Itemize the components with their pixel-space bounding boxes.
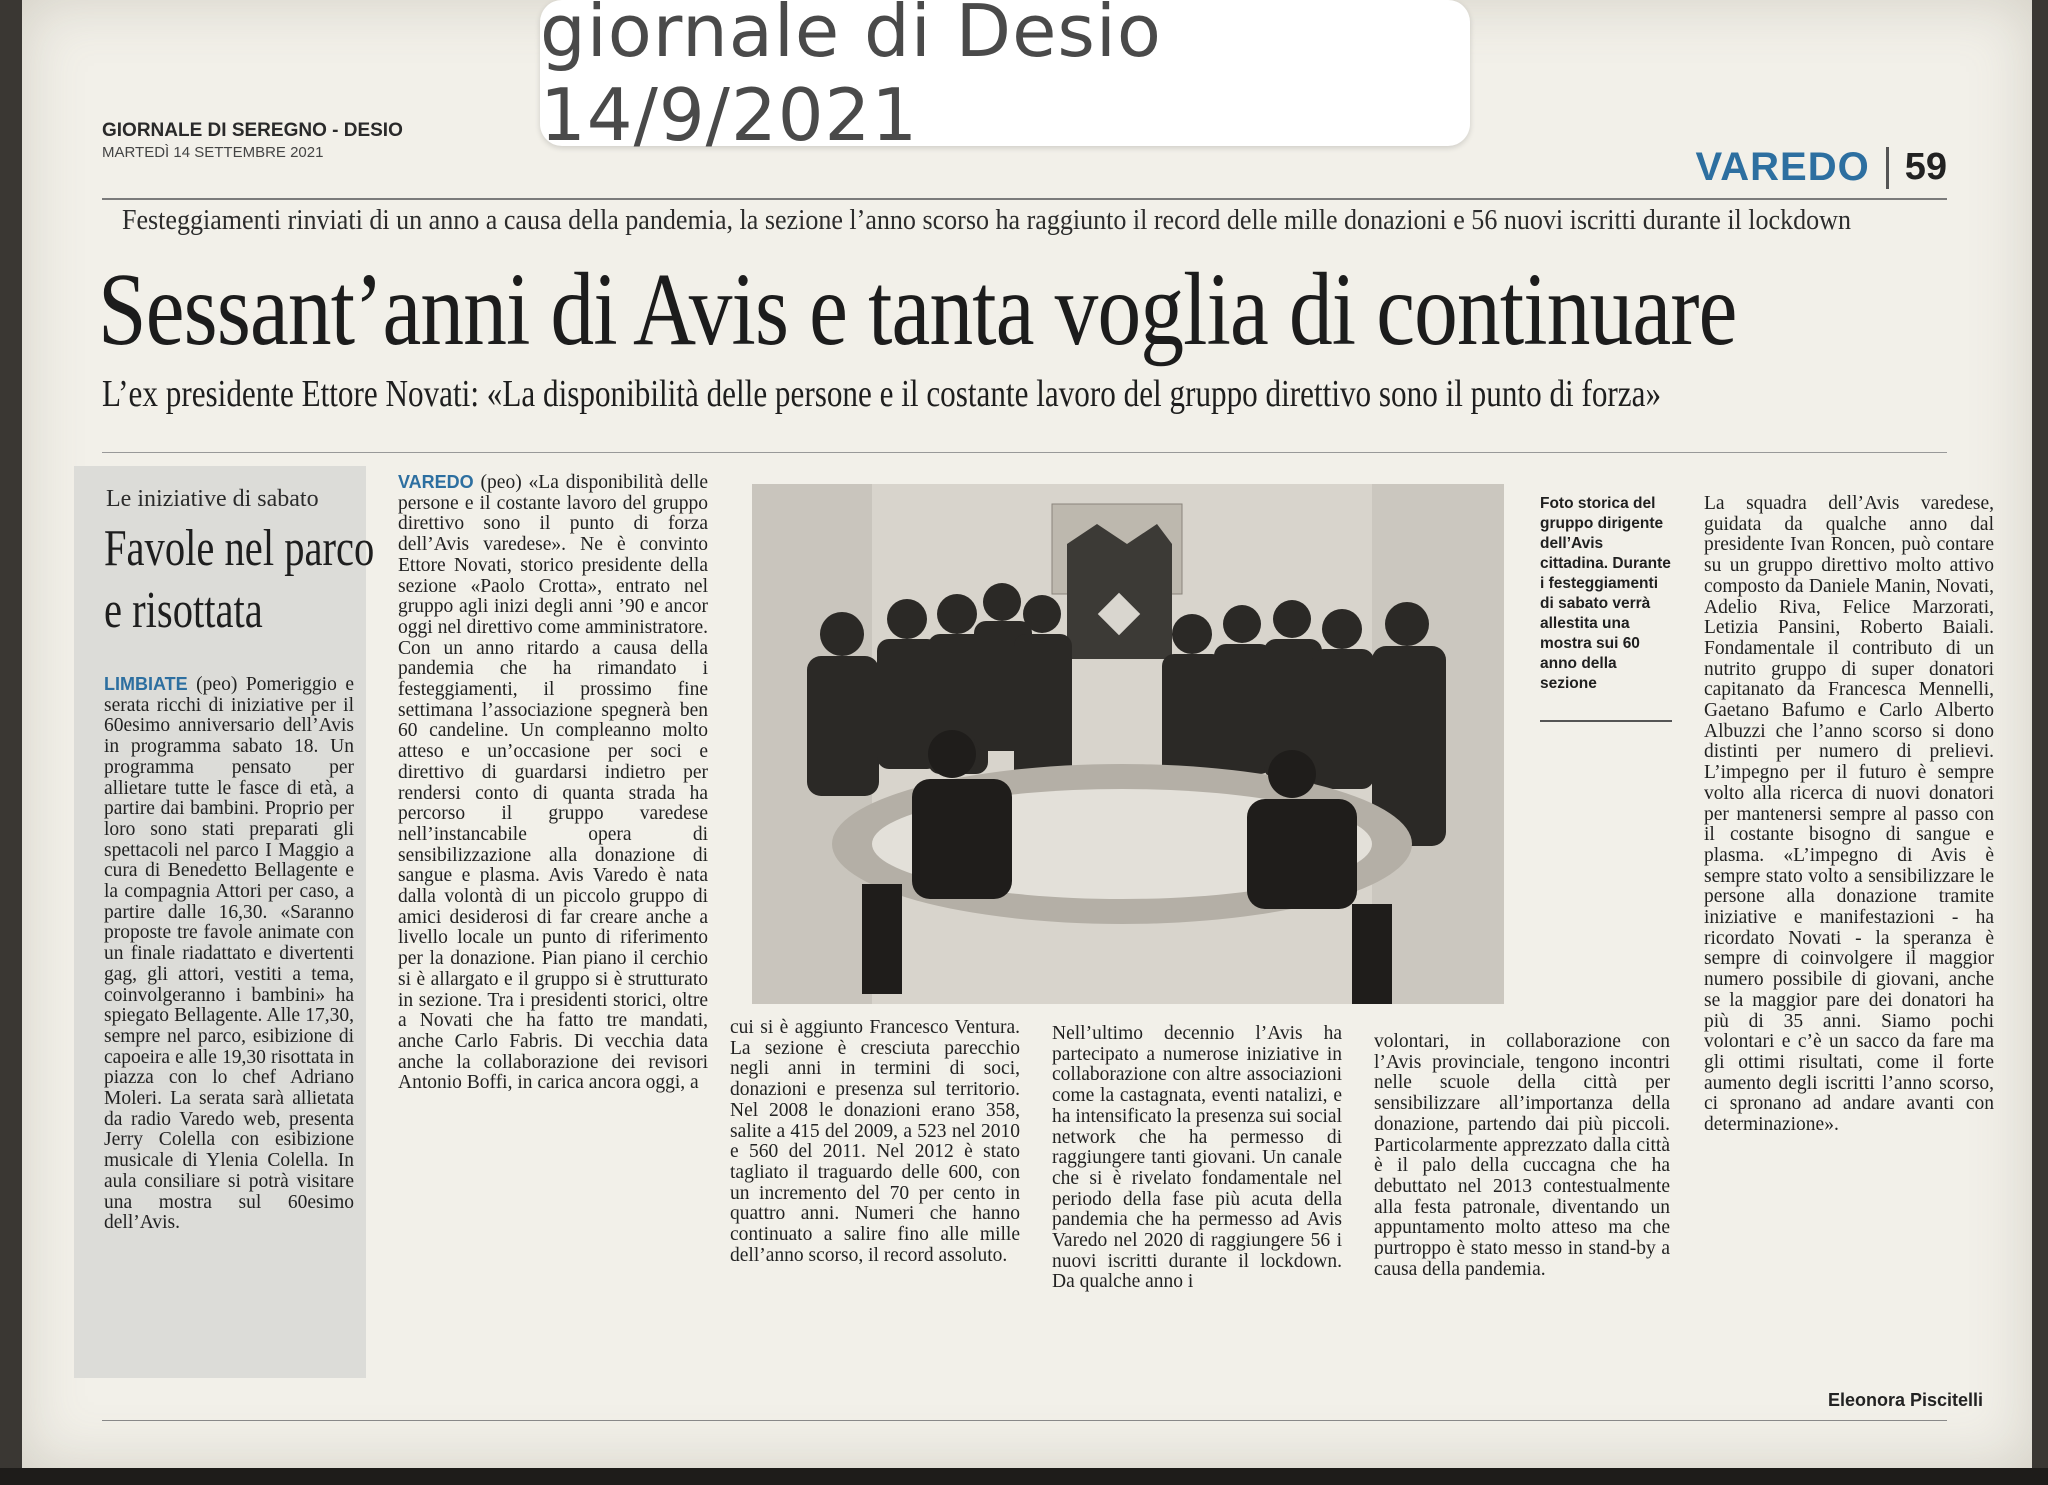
sidebar-text: (peo) Pomeriggio e serata ricchi di iniziative per il 60esimo anniversario dell’Avis in programma sabato 18. Un programma pensato per allietare tutte le fasce di età, a partire dai bambini. Proprio per loro sono stati preparati gli spettacoli nel parco I Maggio a cura di Benedetto Bellagente e la compagnia Attori per caso, a partire dalle 16,30. «Saranno proposte tre favole animate con un finale riadattato e divertenti gag, gli attori, vestiti a tema, coinvolgeranno i bambini» ha spiegato Bellagente. Alle 17,30, sempre nel parco, esibizione di capoeira e alle 19,30 risottata in piazza con lo chef Adriano Moleri. La serata sarà allietata da radio Varedo web, presenta Jerry Colella con esibizione musicale di Ylenia Colella. In aula consiliare si potrà visitare una mostra sul 60esimo dell’Avis. bbox=[104, 674, 354, 1234]
section-town: VAREDO bbox=[1695, 145, 1870, 189]
caption-overlay: giornale di Desio 14/9/2021 bbox=[540, 0, 1470, 146]
header-rule bbox=[102, 452, 1947, 453]
byline: Eleonora Piscitelli bbox=[1828, 1390, 1984, 1410]
photo-caption: Foto storica del gruppo dirigente dell’Avis cittadina. Durante i festeggiamenti di sabato verrà allestita una mostra sui 60 anno della sezione bbox=[1540, 495, 1671, 692]
section-header bbox=[1696, 145, 1947, 190]
sidebar-title: Favole nel parco e risottata bbox=[104, 520, 375, 639]
section-divider bbox=[1886, 147, 1889, 189]
article-column-5: La squadra dell’Avis varedese, guidata da qualche anno dal presidente Ivan Roncen, può contare su un gruppo direttivo molto attivo composto da Daniele Manin, Novati, Adelio Riva, Felice Marzorati, Letizia Pansini, Roberto Baiali. Fondamentale il contributo di un nutrito gruppo di super donatori capitanato da Francesca Mennelli, Gaetano Bafumo e Carlo Alberto Albuzzi che l’anno scorso si dono distinti per numero di prelievi. L’impegno per il futuro è sempre volto alla ricerca di nuovi donatori per mantenersi sempre al passo con il costante bisogno di sangue e plasma. «L’impegno di Avis è sempre stato volto a sensibilizzare le persone alla donazione tramite iniziative e manifestazioni - ha ricordato Novati - la speranza è sempre di coinvolgere il maggior numero possibile di giovani, anche se la maggior pare dei donatori ha più di 35 anni. Siamo pochi volontari e c’è un sacco da fare ma gli ottimi risultati, come il forte aumento degli iscritti l’anno scorso, ci spronano ad andare avanti con determinazione». bbox=[1704, 493, 1994, 1136]
newspaper-page bbox=[22, 0, 2032, 1468]
article-column-3: Nell’ultimo decennio l’Avis ha partecipato a numerose iniziative in collaborazione con altre associazioni come la castagnata, eventi natalizi, e ha intensificato la presenza sui social network che ha permesso di raggiungere tanti giovani. Un canale che si è rivelato fondamentale nel periodo della fase più acuta della pandemia che ha permesso ad Avis Varedo nel 2020 di raggiungere 56 i nuovi iscritti durante il lockdown. Da qualche anno i bbox=[1052, 1023, 1342, 1293]
sidebar-body bbox=[104, 674, 354, 1234]
top-rule bbox=[102, 198, 1947, 200]
subheadline: L’ex presidente Ettore Novati: «La disponibilità delle persone e il costante lavoro del gruppo direttivo sono il punto di forza» bbox=[102, 373, 1662, 415]
masthead bbox=[102, 120, 403, 161]
headline: Sessant’anni di Avis e tanta voglia di continuare bbox=[98, 252, 1737, 367]
photo-illustration bbox=[752, 484, 1504, 1004]
article-column-1 bbox=[398, 472, 708, 1094]
article-col1-text: (peo) «La disponibilità delle persone e il costante lavoro del gruppo direttivo sono il punto di forza dell’Avis varedese». Ne è convinto Ettore Novati, storico presidente della sezione «Paolo Crotta», entrato nel gruppo agli inizi degli anni ’90 e ancor oggi nel direttivo come amministratore. Con un anno ritardo a causa della pandemia che ha rimandato i festeggiamenti, il prossimo fine settimana l’associazione spegnerà ben 60 candeline. Un compleanno molto atteso e un’occasione per soci e direttivo di guardarsi indietro per rendersi conto di quanta strada ha percorso il gruppo varedese nell’instancabile opera di sensibilizzazione alla donazione di sangue e plasma. Avis Varedo è nata dalla volontà di un piccolo gruppo di amici desiderosi di far creare anche a livello locale un punto di riferimento per la donazione. Pian piano il cerchio si è allargato e il gruppo si è strutturato in sezione. Tra i presidenti storici, oltre a Novati che ha fatto tre mandati, anche Carlo Fabris. Di vecchia data anche la collaborazione dei revisori Antonio Boffi, in carica ancora oggi, a bbox=[398, 472, 708, 1094]
sidebar-label: Le iniziative di sabato bbox=[106, 486, 319, 512]
bottom-rule bbox=[102, 1420, 1947, 1421]
kicker: Festeggiamenti rinviati di un anno a causa della pandemia, la sezione l’anno scorso ha raggiunto il record delle mille donazioni e 56 nuovi iscritti durante il lockdown bbox=[122, 205, 1852, 236]
sidebar-box bbox=[74, 466, 375, 1378]
page-number: 59 bbox=[1904, 146, 1947, 188]
caption-rule bbox=[1540, 720, 1672, 722]
article-column-2: cui si è aggiunto Francesco Ventura. La sezione è cresciuta parecchio negli anni in termini di soci, donazioni e presenza sul territorio. Nel 2008 le donazioni erano 358, salite a 415 del 2009, a 523 nel 2010 e 560 del 2011. Nel 2012 è stato tagliato il traguardo delle 600, con un incremento del 70 per cento in quattro anni. Numeri che hanno continuato a salire fino alle mille dell’anno scorso, il record assoluto. bbox=[730, 1017, 1020, 1266]
bottom-strip bbox=[0, 1468, 2048, 1485]
sidebar-place: LIMBIATE bbox=[104, 674, 188, 694]
article-column-4: volontari, in collaborazione con l’Avis provinciale, tengono incontri nelle scuole della città per sensibilizzare all’importanza della donazione, partendo dai più piccoli. Particolarmente apprezzato dalla città è il palo della cuccagna che ha debuttato nel 2013 contestualmente alla festa patronale, diventando un appuntamento molto atteso ma che purtroppo è stato messo in stand-by a causa della pandemia. bbox=[1374, 1031, 1670, 1280]
newspaper-name: GIORNALE DI SEREGNO - DESIO bbox=[102, 120, 403, 141]
article-place: VAREDO bbox=[398, 472, 474, 492]
issue-date: MARTEDÌ 14 SETTEMBRE 2021 bbox=[102, 144, 324, 161]
historic-group-photo bbox=[752, 484, 1504, 1004]
